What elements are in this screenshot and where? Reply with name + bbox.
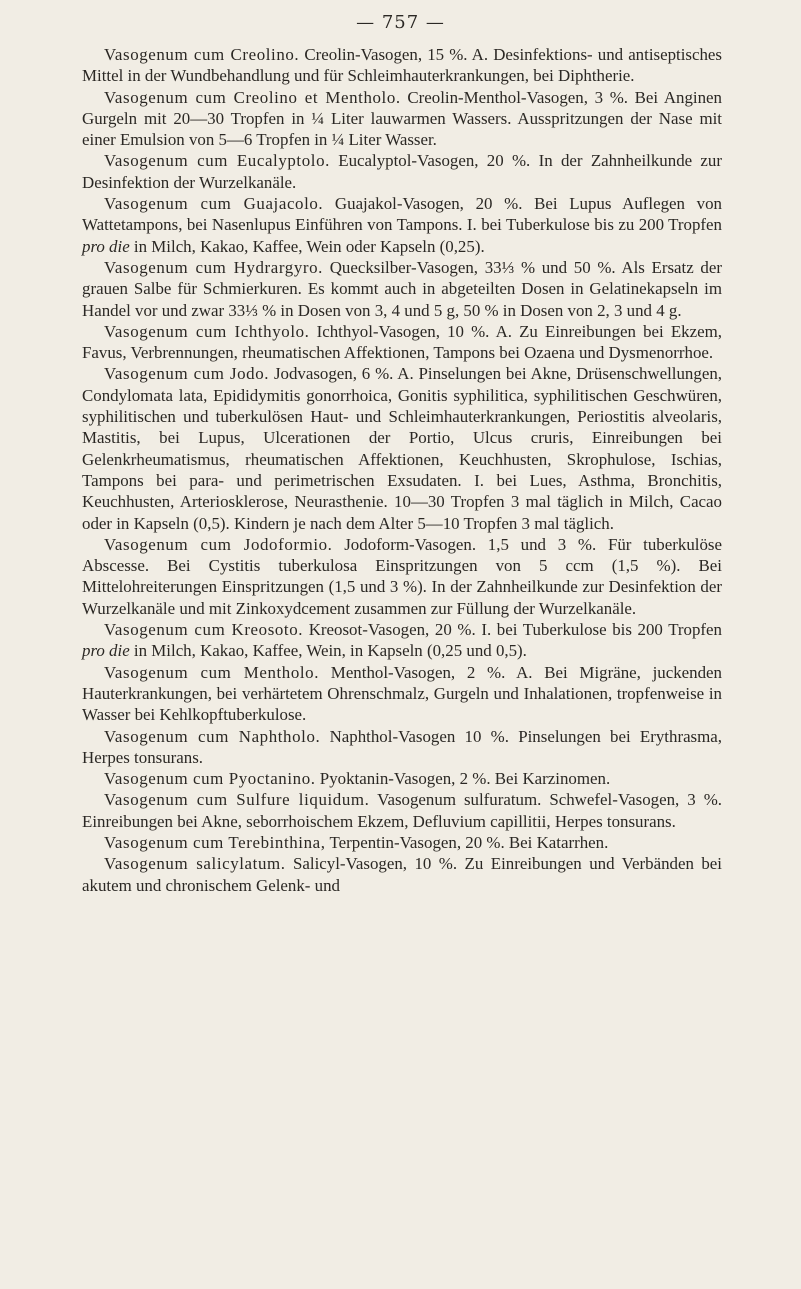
entry-hydrargyrum [82,257,722,321]
entry-heading: Vasogenum cum Pyoctanino. [104,769,316,789]
entry-menthol [82,662,722,726]
entry-text: Salicyl-Vasogen, 10 %. Zu Einreibungen und Verbänden bei akutem und chronischem Gelenk- und [82,854,722,895]
entry-pyoktanin [82,768,722,789]
entry-heading: Vasogenum cum Eucalyptolo. [104,151,330,171]
entry-text: Ichthyol-Vasogen, 10 %. A. Zu Einreibungen bei Ekzem, Favus, Verbrennungen, rheumatischen Affektionen, Tampons bei Ozaena und Dysmenorrhoe. [82,321,722,363]
entry-heading: Vasogenum cum Jodo. [104,364,270,384]
entry-creolin-menthol [82,87,722,151]
entry-heading: Vasogenum cum Kreosoto. [104,620,304,640]
entry-kreosot [82,619,722,662]
entry-text: Quecksilber-Vasogen, 33⅓ % und 50 %. Als Ersatz der grauen Salbe für Schmierkuren. Es kommt auch in abgeteilten Dosen in Gelatinekapseln im Handel vor und zwar 33⅓ % in Dosen von 3, 4 und 5 g, 50 % in Dosen von 2, 3 und 4 g. [82,257,722,320]
entry-ichthyol [82,321,722,364]
entry-heading: Vasogenum cum Sulfure liquidum. [104,790,370,810]
entry-heading: Vasogenum salicylatum. [104,854,286,874]
entry-creolin [82,44,722,87]
entry-terebinthina [82,832,722,853]
entry-heading: Vasogenum cum Jodoformio. [104,534,333,554]
entry-heading: Vasogenum cum Hydrargyro. [104,257,323,277]
entry-text: Terpentin-Vasogen, 20 %. Bei Katarrhen. [329,832,609,852]
entry-text: Vasogenum sulfuratum. Schwefel-Vasogen, 3 %. Einreibungen bei Akne, seborrhoischem Ekzem, Defluvium capillitii, Herpes tonsurans. [82,790,723,831]
entry-text: Naphthol-Vasogen 10 %. Pinselungen bei Erythrasma, Herpes tonsurans. [82,726,722,767]
entry-text: Jodoform-Vasogen. 1,5 und 3 %. Für tuberkulöse Abscesse. Bei Cystitis tuberkulosa Einspritzungen von 5 ccm (1,5 %). Bei Mittelohreiterungen Einspritzungen (1,5 und 3 %). In der Zahnheilkunde zur Desinfektion der Wurzelkanäle und mit Zinkoxydcement zusammen zur Füllung der Wurzelkanäle. [82,534,722,618]
entry-text: Creolin-Vasogen, 15 %. A. Desinfektions- und antiseptisches Mittel in der Wundbehandlung und für Schleimhauterkrankungen, bei Diphtherie. [82,45,723,86]
entry-text: Menthol-Vasogen, 2 %. A. Bei Migräne, juckenden Hauterkrankungen, bei verhärtetem Ohrenschmalz, Gurgeln und Inhalationen, tropfenweise in Wasser bei Kehlkopftuberkulose. [82,662,722,725]
entry-italic: pro die [82,236,130,256]
entry-italic: pro die [82,641,130,661]
entry-list [82,44,722,896]
entry-jod [82,363,722,533]
entry-text-tail: in Milch, Kakao, Kaffee, Wein oder Kapseln (0,25). [129,236,485,256]
entry-text: Eucalyptol-Vasogen, 20 %. In der Zahnheilkunde zur Desinfektion der Wurzelkanäle. [82,151,722,192]
entry-heading: Vasogenum cum Creolino. [104,45,300,64]
entry-salicylatum [82,853,722,896]
entry-guajacol [82,193,722,257]
entry-sulfur [82,789,722,832]
entry-text: Creolin-Menthol-Vasogen, 3 %. Bei Anginen Gurgeln mit 20—30 Tropfen in ¼ Liter lauwarmen Wassers. Ausspritzungen der Nase mit einer Emulsion von 5—6 Tropfen in ¼ Liter Wasser. [82,87,722,150]
entry-text-tail: in Milch, Kakao, Kaffee, Wein, in Kapseln (0,25 und 0,5). [129,641,527,661]
entry-eucalyptol [82,150,722,193]
entry-heading: Vasogenum cum Naphtholo. [104,726,321,746]
page-number: — 757 — [356,12,445,33]
entry-text: Guajakol-Vasogen, 20 %. Bei Lupus Auflegen von Wattetampons, bei Nasenlupus Einführen von Tampons. I. bei Tuberkulose bis zu 200 Tropfen [82,194,722,235]
entry-heading: Vasogenum cum Guajacolo. [104,194,324,214]
entry-heading: Vasogenum cum Mentholo. [104,662,320,682]
entry-naphthol [82,726,722,769]
entry-text: Jodvasogen, 6 %. A. Pinselungen bei Akne, Drüsenschwellungen, Condylomata lata, Epididymitis gonorrhoica, Gonitis syphilitica, syphilitischen Geschwüren, syphilitischen und tuberkulösen Haut- und Schleimhauterkrankungen, Periostitis alveolaris, Mastitis, bei Lupus, Ulcerationen der Portio, Ulcus cruris, Einreibungen bei Gelenkrheumatismus, rheumatischen Affektionen, Keuchhusten, Skrophulose, Ischias, Tampons bei para- und perimetrischen Exsudaten. I. bei Lues, Asthma, Bronchitis, Keuchhusten, Arteriosklerose, Neurasthenie. 10—30 Tropfen 3 mal täglich in Milch, Cacao oder in Kapseln (0,5). Kindern je nach dem Alter 5—10 Tropfen 3 mal täglich. [82,364,722,533]
entry-jodoform [82,534,722,619]
entry-heading: Vasogenum cum Creolino et Mentholo. [104,87,401,107]
entry-text: Pyoktanin-Vasogen, 2 %. Bei Karzinomen. [319,769,611,789]
entry-heading: Vasogenum cum Ichthyolo. [104,321,310,341]
entry-heading: Vasogenum cum Terebinthina, [104,832,326,852]
entry-text: Kreosot-Vasogen, 20 %. I. bei Tuberkulose bis 200 Tropfen [308,620,722,640]
